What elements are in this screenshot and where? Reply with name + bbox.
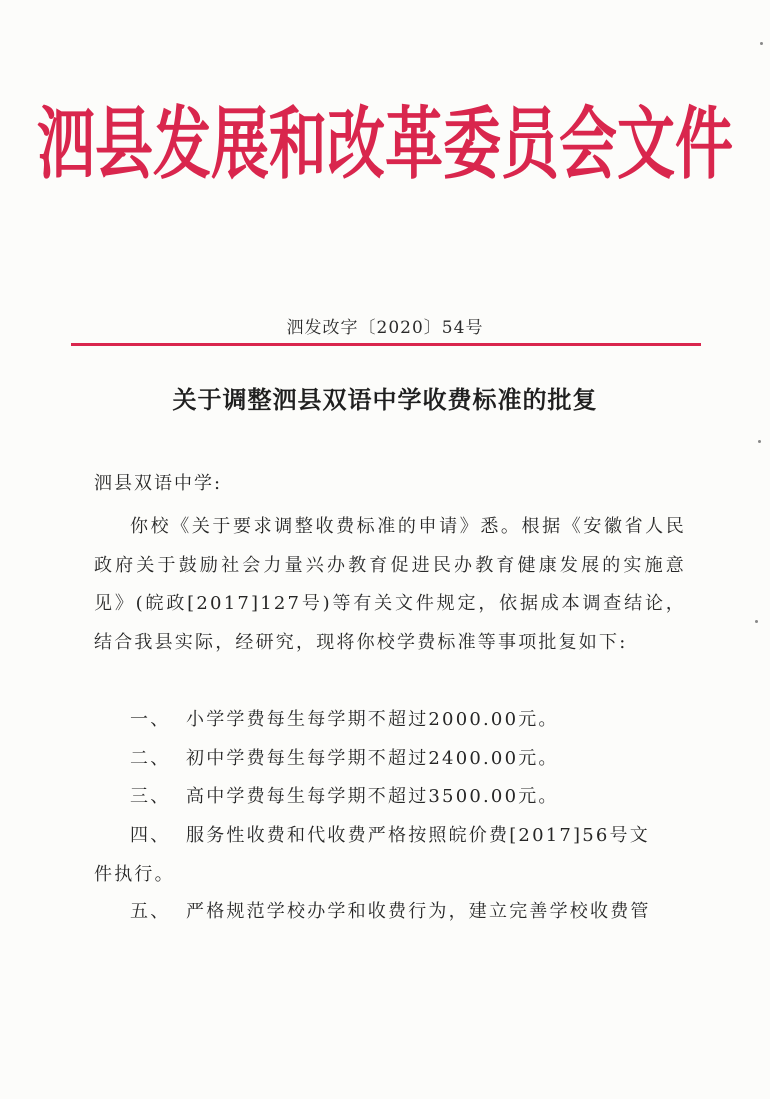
list-item-text: 严格规范学校办学和收费行为，建立完善学校收费管 [186,901,651,922]
list-item-number: 二、 [130,748,171,769]
scan-speck [760,42,763,45]
list-item-number: 三、 [130,786,171,807]
masthead-title: 泗县发展和改革委员会文件 [36,98,733,191]
list-item [94,778,686,817]
list-item-text-continuation: 件执行。 [94,863,175,885]
salutation: 泗县双语中学: [94,473,223,494]
list-item [94,817,686,894]
list-item-number: 四、 [130,825,171,846]
list-item-text: 高中学费每生每学期不超过3500.00元。 [186,786,559,807]
scan-speck [755,620,758,623]
list-item-number: 五、 [130,901,171,922]
list-item [94,893,686,932]
list-item [94,740,686,779]
document-number: 泗发改字〔2020〕54号 [286,318,484,338]
list-item [94,701,686,740]
intro-paragraph: 你校《关于要求调整收费标准的申请》悉。根据《安徽省人民政府关于鼓励社会力量兴办教育促进民办教育健康发展的实施意见》(皖政[2017]127号)等有关文件规定，依据成本调查结论，结合我县实际，经研究，现将你校学费标准等事项批复如下: [94,516,686,653]
document-title: 关于调整泗县双语中学收费标准的批复 [172,385,598,414]
list-item-text: 初中学费每生每学期不超过2400.00元。 [186,748,559,769]
red-divider-line [71,343,701,346]
scan-speck [758,440,761,443]
list-item-text: 小学学费每生每学期不超过2000.00元。 [186,709,559,730]
list-item-text: 服务性收费和代收费严格按照皖价费[2017]56号文 [186,825,650,846]
list-item-number: 一、 [130,709,171,730]
